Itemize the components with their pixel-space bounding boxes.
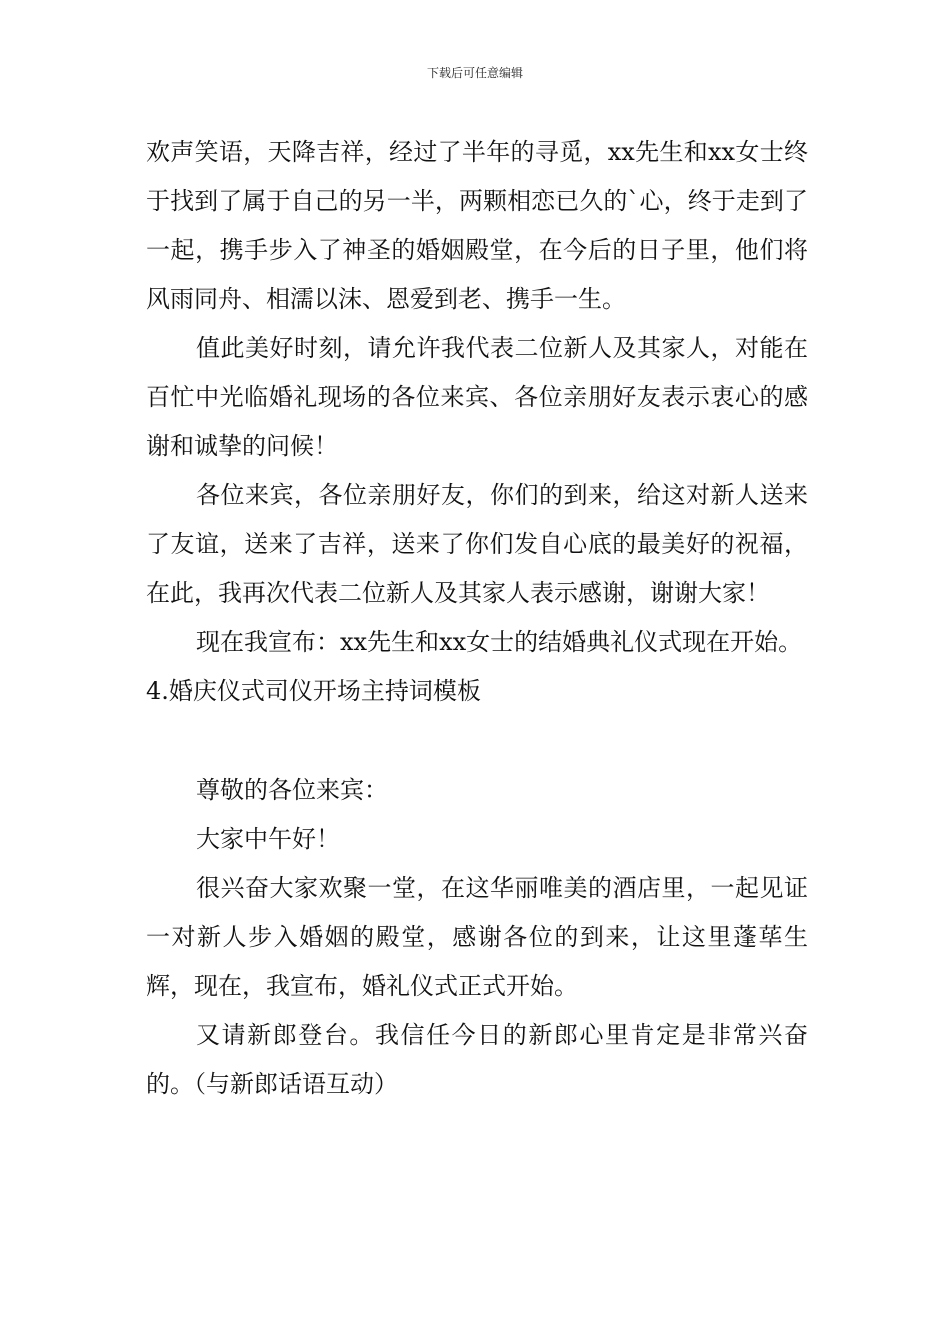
paragraph-salutation: 尊敬的各位来宾： [196, 776, 388, 804]
paragraph-intro-blessing: 欢声笑语，天降吉祥，经过了半年的寻觅，xx先生和xx女士终于找到了属于自己的另一半，两颗相恋已久的`心，终于走到了一起，携手步入了神圣的婚姻殿堂，在今后的日子里，他们将风雨同舟、相濡以沫、恩爱到老、携手一生。 [146, 138, 808, 313]
paragraph-welcome: 很兴奋大家欢聚一堂，在这华丽唯美的酒店里，一起见证一对新人步入婚姻的殿堂，感谢各位的到来，让这里蓬荜生辉，现在，我宣布，婚礼仪式正式开始。 [146, 874, 808, 1000]
section-heading: 4.婚庆仪式司仪开场主持词模板 [146, 677, 481, 705]
paragraph-ceremony-start: 现在我宣布：xx先生和xx女士的结婚典礼仪式现在开始。 [196, 628, 803, 656]
page-header: 下载后可任意编辑 [426, 66, 523, 80]
paragraph-greeting: 大家中午好！ [196, 825, 340, 853]
section-spacer [146, 716, 808, 766]
paragraph-thanks-friends: 各位来宾，各位亲朋好友，你们的到来，给这对新人送来了友谊，送来了吉祥，送来了你们发自心底的最美好的祝福，在此，我再次代表二位新人及其家人表示感谢，谢谢大家！ [146, 481, 808, 607]
paragraph-thanks-guests: 值此美好时刻，请允许我代表二位新人及其家人，对能在百忙中光临婚礼现场的各位来宾、各位亲朋好友表示衷心的感谢和诚挚的问候！ [146, 334, 808, 460]
paragraph-groom-invite: 又请新郎登台。我信任今日的新郎心里肯定是非常兴奋的。（与新郎话语互动） [146, 1021, 808, 1098]
document-body [146, 128, 808, 1109]
